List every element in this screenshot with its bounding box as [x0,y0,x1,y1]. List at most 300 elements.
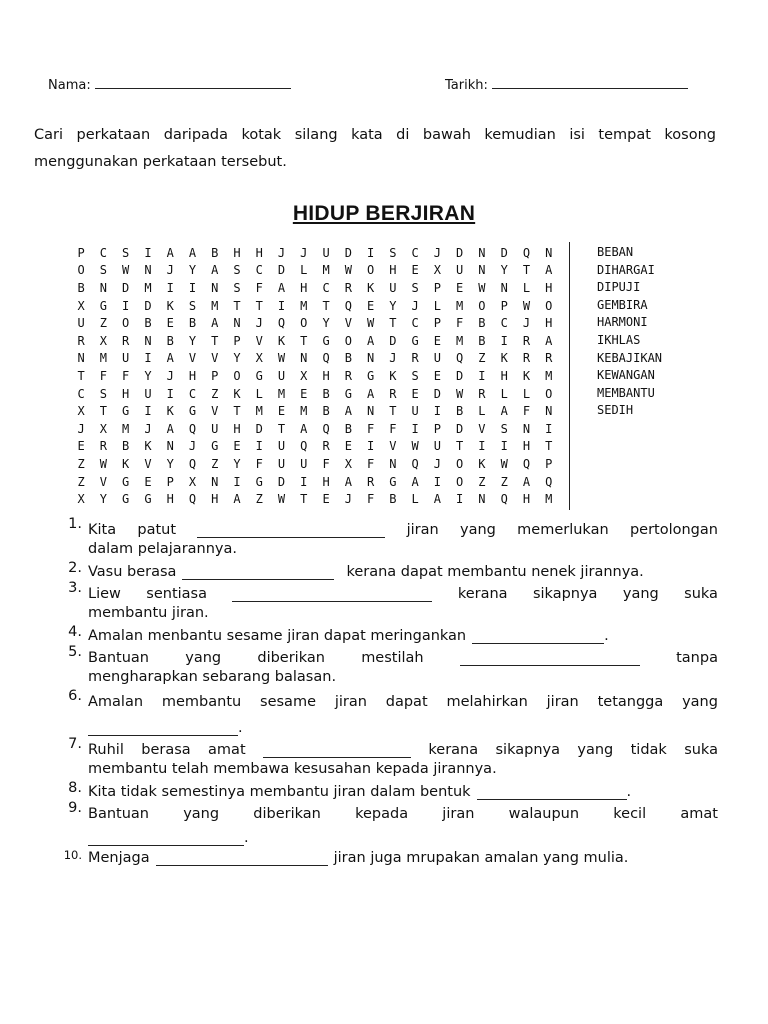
grid-letter[interactable]: W [411,439,419,454]
answer-blank-9[interactable] [88,830,244,846]
grid-letter[interactable]: G [144,492,152,507]
grid-letter[interactable]: Q [188,456,197,471]
grid-letter[interactable]: F [255,280,263,295]
grid-letter[interactable]: X [77,492,85,507]
grid-letter[interactable]: O [77,263,85,278]
grid-letter[interactable]: L [300,263,308,278]
grid-letter[interactable]: I [545,421,553,436]
grid-letter[interactable]: K [366,280,375,295]
grid-letter[interactable]: K [144,439,152,454]
answer-blank-2[interactable] [182,564,334,580]
grid-letter[interactable]: Z [77,456,85,471]
grid-letter[interactable]: G [122,474,130,489]
grid-letter[interactable]: T [211,333,219,348]
grid-letter[interactable]: R [389,386,397,401]
grid-letter[interactable]: N [144,263,152,278]
grid-letter[interactable]: G [188,404,197,419]
grid-letter[interactable]: X [433,263,441,278]
grid-letter[interactable]: F [322,456,330,471]
grid-letter[interactable]: E [233,439,241,454]
grid-letter[interactable]: O [233,368,241,383]
grid-letter[interactable]: A [211,316,219,331]
grid-letter[interactable]: U [322,245,330,260]
grid-letter[interactable]: I [166,280,174,295]
grid-letter[interactable]: F [122,368,130,383]
grid-letter[interactable]: U [277,439,286,454]
grid-letter[interactable]: P [233,333,241,348]
grid-letter[interactable]: N [99,280,108,295]
grid-letter[interactable]: D [344,245,352,260]
grid-letter[interactable]: J [255,316,263,331]
grid-letter[interactable]: N [478,263,486,278]
grid-letter[interactable]: M [255,404,263,419]
grid-letter[interactable]: H [233,245,241,260]
grid-letter[interactable]: L [433,298,441,313]
grid-letter[interactable]: E [433,368,441,383]
grid-letter[interactable]: I [366,439,375,454]
grid-letter[interactable]: H [188,368,197,383]
grid-letter[interactable]: E [166,316,174,331]
grid-letter[interactable]: I [233,474,241,489]
grid-letter[interactable]: S [188,298,197,313]
grid-letter[interactable]: N [77,351,85,366]
grid-letter[interactable]: H [522,439,531,454]
grid-letter[interactable]: V [389,439,397,454]
grid-letter[interactable]: N [300,351,308,366]
grid-letter[interactable]: V [144,456,152,471]
grid-letter[interactable]: N [233,316,241,331]
grid-letter[interactable]: M [277,386,286,401]
grid-letter[interactable]: A [211,263,219,278]
grid-letter[interactable]: K [166,298,174,313]
grid-letter[interactable]: H [545,280,553,295]
grid-letter[interactable]: A [166,351,174,366]
grid-letter[interactable]: B [389,492,397,507]
name-blank[interactable] [95,87,291,89]
grid-letter[interactable]: T [300,333,308,348]
grid-letter[interactable]: B [344,421,352,436]
grid-letter[interactable]: I [277,298,286,313]
grid-letter[interactable]: I [500,439,508,454]
grid-letter[interactable]: F [522,404,531,419]
grid-letter[interactable]: U [433,351,441,366]
grid-letter[interactable]: A [166,421,174,436]
grid-letter[interactable]: T [522,263,531,278]
grid-letter[interactable]: O [456,474,464,489]
grid-letter[interactable]: L [500,386,508,401]
grid-letter[interactable]: T [99,404,108,419]
grid-letter[interactable]: L [522,280,531,295]
grid-letter[interactable]: D [500,245,508,260]
grid-letter[interactable]: S [411,368,419,383]
grid-letter[interactable]: W [456,386,464,401]
grid-letter[interactable]: Z [255,492,263,507]
grid-letter[interactable]: M [300,298,308,313]
grid-letter[interactable]: E [456,280,464,295]
grid-letter[interactable]: I [300,474,308,489]
grid-letter[interactable]: L [255,386,263,401]
grid-letter[interactable]: M [144,280,152,295]
grid-letter[interactable]: X [99,421,108,436]
grid-letter[interactable]: N [366,404,375,419]
grid-letter[interactable]: N [478,245,486,260]
grid-letter[interactable]: D [122,280,130,295]
grid-letter[interactable]: I [366,245,375,260]
grid-letter[interactable]: V [211,404,219,419]
grid-letter[interactable]: P [77,245,85,260]
grid-letter[interactable]: J [77,421,85,436]
grid-letter[interactable]: U [411,404,419,419]
grid-letter[interactable]: G [411,333,419,348]
grid-letter[interactable]: D [456,368,464,383]
grid-letter[interactable]: I [188,280,197,295]
grid-letter[interactable]: A [411,474,419,489]
grid-letter[interactable]: O [366,263,375,278]
grid-letter[interactable]: A [366,386,375,401]
grid-letter[interactable]: S [99,386,108,401]
grid-letter[interactable]: F [366,421,375,436]
grid-letter[interactable]: D [389,333,397,348]
answer-blank-7[interactable] [263,742,411,758]
grid-letter[interactable]: G [122,404,130,419]
grid-letter[interactable]: V [188,351,197,366]
grid-letter[interactable]: J [433,245,441,260]
grid-letter[interactable]: K [389,368,397,383]
grid-letter[interactable]: Q [277,316,286,331]
grid-letter[interactable]: B [478,333,486,348]
grid-letter[interactable]: V [344,316,352,331]
grid-letter[interactable]: Z [478,351,486,366]
grid-letter[interactable]: Q [188,492,197,507]
grid-letter[interactable]: A [366,333,375,348]
grid-letter[interactable]: T [255,298,263,313]
grid-letter[interactable]: N [478,492,486,507]
grid-letter[interactable]: V [211,351,219,366]
grid-letter[interactable]: R [478,386,486,401]
grid-letter[interactable]: H [545,316,553,331]
answer-blank-4[interactable] [472,628,604,644]
grid-letter[interactable]: U [211,421,219,436]
grid-letter[interactable]: E [300,386,308,401]
grid-letter[interactable]: K [166,404,174,419]
grid-letter[interactable]: R [366,474,375,489]
grid-letter[interactable]: K [500,351,508,366]
grid-letter[interactable]: B [77,280,85,295]
grid-letter[interactable]: U [433,439,441,454]
grid-letter[interactable]: I [144,404,152,419]
grid-letter[interactable]: S [233,280,241,295]
grid-letter[interactable]: J [522,316,531,331]
grid-letter[interactable]: N [389,456,397,471]
grid-letter[interactable]: S [389,245,397,260]
grid-letter[interactable]: X [99,333,108,348]
grid-letter[interactable]: J [166,368,174,383]
grid-letter[interactable]: Q [322,421,330,436]
grid-letter[interactable]: C [322,280,330,295]
grid-letter[interactable]: I [456,492,464,507]
grid-letter[interactable]: H [166,492,174,507]
grid-letter[interactable]: M [545,492,553,507]
grid-letter[interactable]: I [144,351,152,366]
grid-letter[interactable]: Z [211,456,219,471]
grid-letter[interactable]: A [344,474,352,489]
answer-blank-6[interactable] [88,720,238,736]
grid-letter[interactable]: J [389,351,397,366]
grid-letter[interactable]: Q [300,439,308,454]
grid-letter[interactable]: I [411,421,419,436]
grid-letter[interactable]: H [522,492,531,507]
grid-letter[interactable]: A [545,263,553,278]
answer-blank-8[interactable] [477,784,627,800]
grid-letter[interactable]: P [433,316,441,331]
grid-letter[interactable]: T [77,368,85,383]
grid-letter[interactable]: I [433,474,441,489]
grid-letter[interactable]: J [411,298,419,313]
grid-letter[interactable]: V [478,421,486,436]
grid-letter[interactable]: O [344,333,352,348]
grid-letter[interactable]: N [500,280,508,295]
grid-letter[interactable]: J [188,439,197,454]
grid-letter[interactable]: H [233,421,241,436]
grid-letter[interactable]: S [122,245,130,260]
grid-letter[interactable]: G [322,333,330,348]
grid-letter[interactable]: G [344,386,352,401]
grid-letter[interactable]: D [456,245,464,260]
grid-letter[interactable]: P [433,280,441,295]
grid-letter[interactable]: C [255,263,263,278]
grid-letter[interactable]: J [300,245,308,260]
grid-letter[interactable]: B [344,351,352,366]
grid-letter[interactable]: N [522,421,531,436]
grid-letter[interactable]: E [411,263,419,278]
grid-letter[interactable]: K [478,456,486,471]
grid-letter[interactable]: P [211,368,219,383]
grid-letter[interactable]: H [255,245,263,260]
grid-letter[interactable]: T [233,404,241,419]
grid-letter[interactable]: G [99,298,108,313]
grid-letter[interactable]: M [545,368,553,383]
grid-letter[interactable]: A [277,280,286,295]
grid-letter[interactable]: O [300,316,308,331]
grid-letter[interactable]: R [122,333,130,348]
grid-letter[interactable]: Y [188,333,197,348]
grid-letter[interactable]: H [211,492,219,507]
grid-letter[interactable]: J [166,263,174,278]
grid-letter[interactable]: B [322,404,330,419]
grid-letter[interactable]: I [478,368,486,383]
grid-letter[interactable]: R [77,333,85,348]
grid-letter[interactable]: X [300,368,308,383]
grid-letter[interactable]: O [545,298,553,313]
grid-letter[interactable]: E [277,404,286,419]
grid-letter[interactable]: Q [411,456,419,471]
grid-letter[interactable]: X [188,474,197,489]
grid-letter[interactable]: K [522,368,531,383]
grid-letter[interactable]: T [545,439,553,454]
grid-letter[interactable]: B [211,245,219,260]
grid-letter[interactable]: M [211,298,219,313]
grid-letter[interactable]: X [77,298,85,313]
grid-letter[interactable]: A [166,245,174,260]
grid-letter[interactable]: C [500,316,508,331]
grid-letter[interactable]: D [277,263,286,278]
grid-letter[interactable]: R [522,351,531,366]
grid-letter[interactable]: J [433,456,441,471]
grid-letter[interactable]: Q [500,492,508,507]
grid-letter[interactable]: R [99,439,108,454]
grid-letter[interactable]: Z [211,386,219,401]
answer-blank-10[interactable] [156,850,328,866]
grid-letter[interactable]: U [456,263,464,278]
grid-letter[interactable]: Q [322,351,330,366]
name-field[interactable] [48,78,291,93]
grid-letter[interactable]: B [322,386,330,401]
grid-letter[interactable]: M [99,351,108,366]
grid-letter[interactable]: O [478,298,486,313]
grid-letter[interactable]: I [500,333,508,348]
grid-letter[interactable]: A [344,404,352,419]
grid-letter[interactable]: E [433,333,441,348]
grid-letter[interactable]: T [277,421,286,436]
grid-letter[interactable]: X [344,456,352,471]
grid-letter[interactable]: A [188,245,197,260]
grid-letter[interactable]: B [456,404,464,419]
grid-letter[interactable]: R [322,439,330,454]
grid-letter[interactable]: O [545,386,553,401]
grid-letter[interactable]: G [255,474,263,489]
grid-letter[interactable]: M [122,421,130,436]
grid-letter[interactable]: G [122,492,130,507]
grid-letter[interactable]: M [300,404,308,419]
grid-letter[interactable]: Z [500,474,508,489]
grid-letter[interactable]: B [478,316,486,331]
grid-letter[interactable]: H [300,280,308,295]
grid-letter[interactable]: E [411,386,419,401]
grid-letter[interactable]: Q [188,421,197,436]
grid-letter[interactable]: I [122,298,130,313]
grid-letter[interactable]: V [99,474,108,489]
grid-letter[interactable]: T [233,298,241,313]
grid-letter[interactable]: Q [344,298,352,313]
grid-letter[interactable]: F [366,492,375,507]
grid-letter[interactable]: Y [322,316,330,331]
grid-letter[interactable]: P [433,421,441,436]
grid-letter[interactable]: O [122,316,130,331]
grid-letter[interactable]: A [500,404,508,419]
grid-letter[interactable]: G [366,368,375,383]
grid-letter[interactable]: K [277,333,286,348]
grid-letter[interactable]: N [545,404,553,419]
grid-letter[interactable]: C [99,245,108,260]
grid-letter[interactable]: Y [144,368,152,383]
grid-letter[interactable]: U [389,280,397,295]
grid-letter[interactable]: N [166,439,174,454]
date-blank[interactable] [492,87,688,89]
grid-letter[interactable]: H [389,263,397,278]
grid-letter[interactable]: Y [166,456,174,471]
grid-letter[interactable]: M [322,263,330,278]
grid-letter[interactable]: H [322,368,330,383]
grid-letter[interactable]: F [389,421,397,436]
grid-letter[interactable]: D [277,474,286,489]
grid-letter[interactable]: I [433,404,441,419]
grid-letter[interactable]: D [144,298,152,313]
grid-letter[interactable]: M [456,333,464,348]
grid-letter[interactable]: P [545,456,553,471]
grid-letter[interactable]: G [211,439,219,454]
grid-letter[interactable]: U [144,386,152,401]
grid-letter[interactable]: F [366,456,375,471]
grid-letter[interactable]: U [122,351,130,366]
grid-letter[interactable]: R [344,368,352,383]
grid-letter[interactable]: F [456,316,464,331]
grid-letter[interactable]: W [366,316,375,331]
grid-letter[interactable]: P [166,474,174,489]
grid-letter[interactable]: N [211,280,219,295]
grid-letter[interactable]: L [522,386,531,401]
answer-blank-1[interactable] [197,522,385,538]
grid-letter[interactable]: E [322,492,330,507]
grid-letter[interactable]: A [300,421,308,436]
grid-letter[interactable]: R [344,280,352,295]
grid-letter[interactable]: N [366,351,375,366]
grid-letter[interactable]: W [344,263,352,278]
grid-letter[interactable]: I [255,439,263,454]
answer-blank-5[interactable] [460,650,640,666]
grid-letter[interactable]: Q [522,456,531,471]
grid-letter[interactable]: Q [522,245,531,260]
grid-letter[interactable]: W [478,280,486,295]
grid-letter[interactable]: S [500,421,508,436]
grid-letter[interactable]: W [522,298,531,313]
grid-letter[interactable]: G [389,474,397,489]
grid-letter[interactable]: W [99,456,108,471]
grid-letter[interactable]: Y [99,492,108,507]
grid-letter[interactable]: N [144,333,152,348]
grid-letter[interactable]: T [322,298,330,313]
grid-letter[interactable]: B [144,316,152,331]
grid-letter[interactable]: S [411,280,419,295]
grid-letter[interactable]: A [545,333,553,348]
grid-letter[interactable]: F [99,368,108,383]
grid-letter[interactable]: Q [545,474,553,489]
grid-letter[interactable]: T [300,492,308,507]
grid-letter[interactable]: O [456,456,464,471]
grid-letter[interactable]: E [344,439,352,454]
grid-letter[interactable]: P [500,298,508,313]
grid-letter[interactable]: S [99,263,108,278]
grid-letter[interactable]: A [233,492,241,507]
grid-letter[interactable]: H [500,368,508,383]
grid-letter[interactable]: B [166,333,174,348]
grid-letter[interactable]: Z [77,474,85,489]
grid-letter[interactable]: T [389,404,397,419]
grid-letter[interactable]: B [122,439,130,454]
grid-letter[interactable]: Y [500,263,508,278]
date-field[interactable] [445,78,688,93]
grid-letter[interactable]: D [456,421,464,436]
grid-letter[interactable]: Z [478,474,486,489]
grid-letter[interactable]: H [322,474,330,489]
grid-letter[interactable]: X [77,404,85,419]
grid-letter[interactable]: S [233,263,241,278]
grid-letter[interactable]: L [411,492,419,507]
grid-letter[interactable]: J [344,492,352,507]
grid-letter[interactable]: W [122,263,130,278]
grid-letter[interactable]: I [478,439,486,454]
grid-letter[interactable]: U [77,316,85,331]
grid-letter[interactable]: E [366,298,375,313]
